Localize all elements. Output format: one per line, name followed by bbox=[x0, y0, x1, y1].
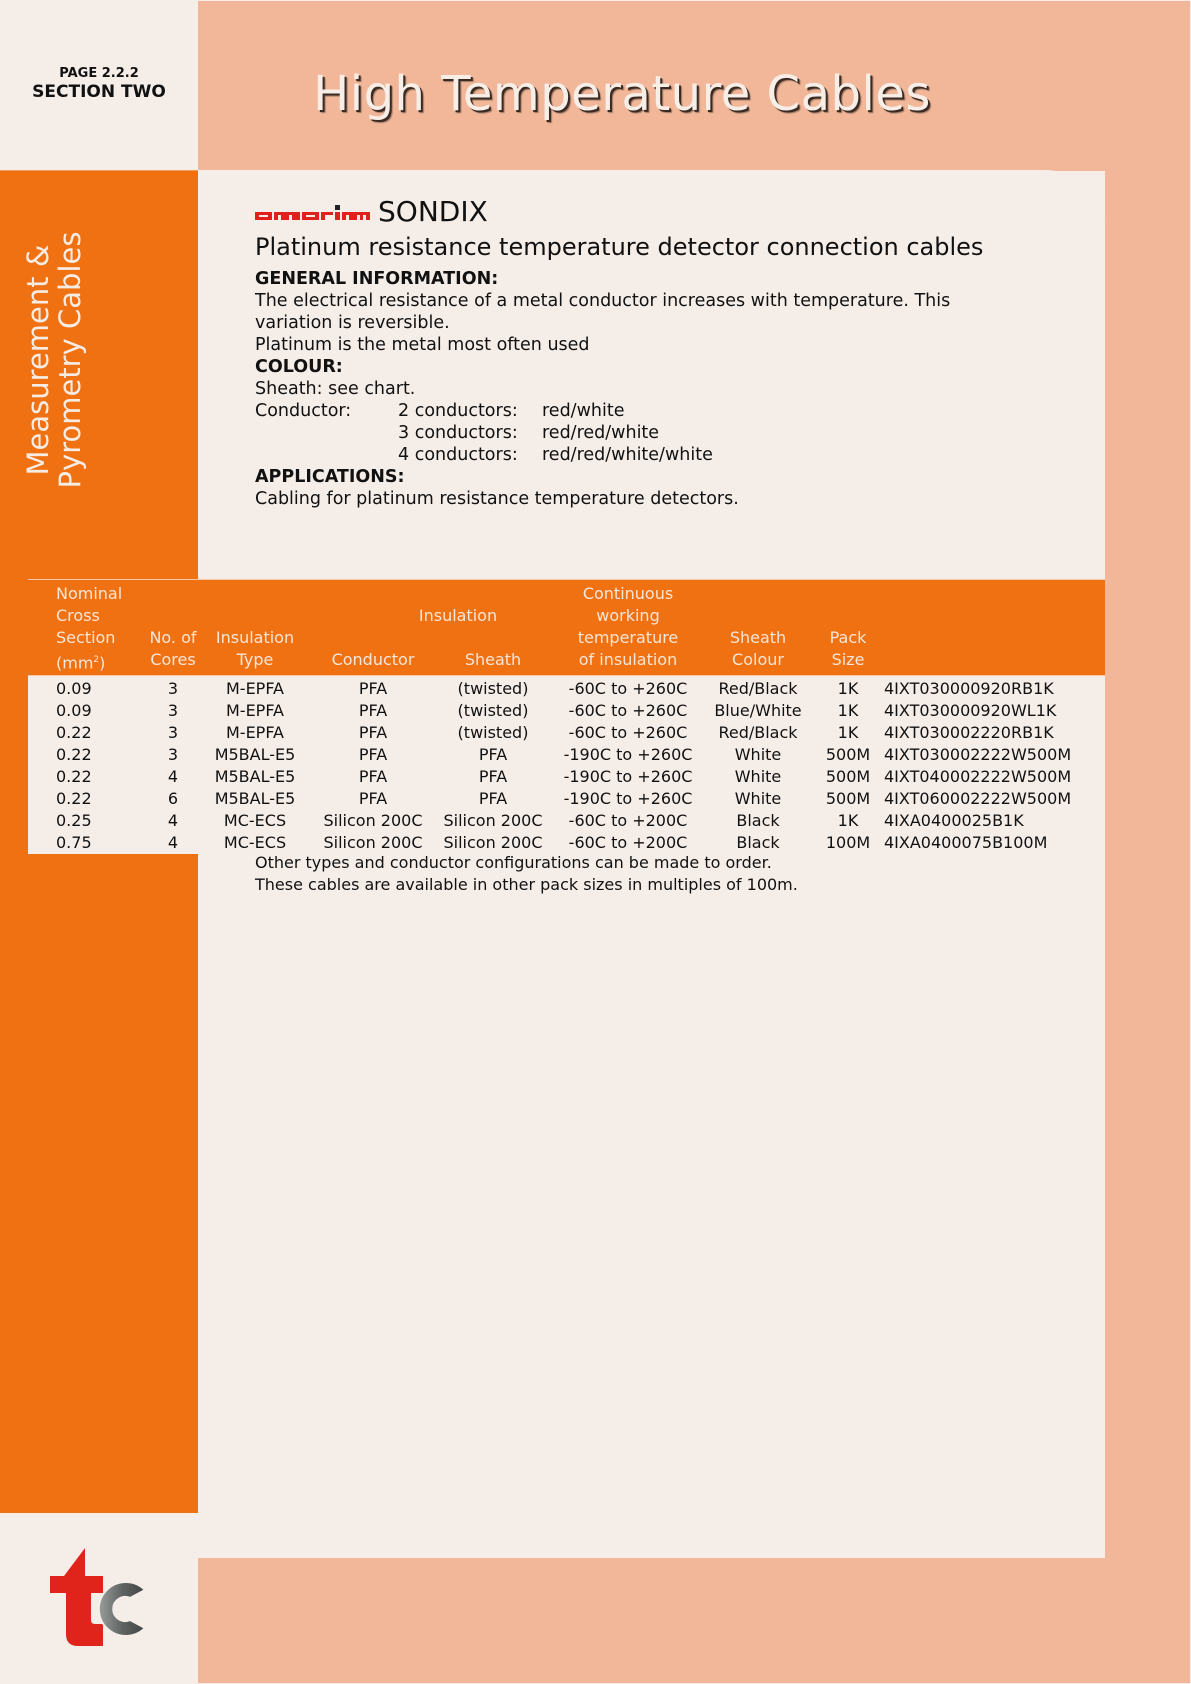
cell-temperature: -190C to +260C bbox=[563, 789, 693, 808]
cell-insulation-type: MC-ECS bbox=[223, 811, 287, 830]
cell-cross-section: 0.22 bbox=[56, 789, 92, 808]
cell-sheath-colour: Black bbox=[736, 811, 780, 830]
table-row bbox=[28, 744, 1105, 766]
cell-temperature: -60C to +200C bbox=[568, 811, 688, 830]
table-note: Other types and conductor configurations can be made to order. bbox=[255, 853, 772, 872]
header-conductor: Conductor bbox=[331, 650, 415, 669]
cell-cores: 6 bbox=[167, 789, 179, 808]
general-info-text: variation is reversible. bbox=[255, 313, 450, 333]
cell-sheath: (twisted) bbox=[457, 679, 529, 698]
cell-pack-size: 500M bbox=[825, 767, 871, 786]
cell-pack-size: 1K bbox=[837, 811, 859, 830]
cell-temperature: -190C to +260C bbox=[563, 767, 693, 786]
cell-insulation-type: MC-ECS bbox=[223, 833, 287, 852]
header-sheath-colour: Sheath Colour bbox=[729, 628, 787, 669]
cell-cross-section: 0.25 bbox=[56, 811, 92, 830]
applications-text: Cabling for platinum resistance temperature detectors. bbox=[255, 489, 739, 509]
sheath-colour-text: Sheath: see chart. bbox=[255, 379, 416, 399]
cell-conductor: PFA bbox=[358, 767, 388, 786]
page-title: High Temperature Cables bbox=[313, 66, 931, 122]
cable-spec-table bbox=[28, 579, 1105, 854]
cell-sheath: (twisted) bbox=[457, 723, 529, 742]
table-row bbox=[28, 788, 1105, 810]
header-cross-section: Nominal Cross Section $(mm^2)$ bbox=[56, 584, 123, 673]
cell-conductor: PFA bbox=[358, 723, 388, 742]
cell-cores: 3 bbox=[167, 745, 179, 764]
cell-insulation-type: M5BAL-E5 bbox=[214, 745, 296, 764]
applications-heading: APPLICATIONS: bbox=[255, 467, 405, 487]
cell-part-code: 4IXA0400025B1K bbox=[884, 811, 1024, 830]
cell-cross-section: 0.09 bbox=[56, 701, 92, 720]
conductor-colour-row bbox=[255, 422, 1015, 444]
cell-sheath: Silicon 200C bbox=[443, 811, 543, 830]
product-subtitle: Platinum resistance temperature detector connection cables bbox=[255, 233, 984, 261]
header-sheath: Sheath bbox=[464, 650, 522, 669]
table-row bbox=[28, 700, 1105, 722]
cell-pack-size: 100M bbox=[825, 833, 871, 852]
cell-cores: 4 bbox=[167, 767, 179, 786]
table-notes bbox=[255, 852, 798, 896]
product-info bbox=[255, 268, 1015, 510]
table-body bbox=[28, 676, 1105, 854]
cell-part-code: 4IXT030002220RB1K bbox=[884, 723, 1054, 742]
cell-conductor: PFA bbox=[358, 789, 388, 808]
cell-part-code: 4IXT030000920RB1K bbox=[884, 679, 1054, 698]
header-insulation-type: Insulation Type bbox=[215, 628, 295, 669]
table-row bbox=[28, 678, 1105, 700]
cell-cores: 3 bbox=[167, 723, 179, 742]
cell-conductor: PFA bbox=[358, 701, 388, 720]
cell-cross-section: 0.09 bbox=[56, 679, 92, 698]
cell-pack-size: 1K bbox=[837, 723, 859, 742]
cell-temperature: -60C to +260C bbox=[568, 701, 688, 720]
section-label: SECTION TWO bbox=[32, 82, 166, 102]
cell-conductor: PFA bbox=[358, 745, 388, 764]
table-row bbox=[28, 832, 1105, 854]
product-name: SONDIX bbox=[378, 195, 488, 228]
omerin-logo-icon bbox=[255, 200, 370, 224]
cell-pack-size: 1K bbox=[837, 701, 859, 720]
header-temperature: Continuous working temperature of insulation bbox=[577, 584, 679, 669]
cell-cores: 3 bbox=[167, 679, 179, 698]
conductor-colour-row bbox=[255, 444, 1015, 466]
conductor-colours: red/white bbox=[542, 401, 625, 421]
conductor-colour-row bbox=[255, 400, 1015, 422]
colour-heading: COLOUR: bbox=[255, 357, 343, 377]
conductor-label: Conductor: bbox=[255, 401, 352, 421]
general-info-text: Platinum is the metal most often used bbox=[255, 335, 590, 355]
cell-sheath-colour: White bbox=[734, 767, 782, 786]
right-margin-band bbox=[1105, 1, 1190, 1683]
cell-insulation-type: M5BAL-E5 bbox=[214, 767, 296, 786]
cell-cores: 4 bbox=[167, 833, 179, 852]
cell-cross-section: 0.22 bbox=[56, 745, 92, 764]
cell-cores: 4 bbox=[167, 811, 179, 830]
cell-insulation-type: M5BAL-E5 bbox=[214, 789, 296, 808]
cell-sheath-colour: Red/Black bbox=[718, 679, 798, 698]
cell-pack-size: 500M bbox=[825, 745, 871, 764]
cell-cross-section: 0.75 bbox=[56, 833, 92, 852]
cell-sheath-colour: Red/Black bbox=[718, 723, 798, 742]
cell-temperature: -60C to +260C bbox=[568, 723, 688, 742]
header-insulation-group: Insulation bbox=[418, 606, 498, 625]
conductor-colours: red/red/white/white bbox=[542, 445, 713, 465]
cell-insulation-type: M-EPFA bbox=[225, 701, 284, 720]
cell-temperature: -60C to +200C bbox=[568, 833, 688, 852]
cell-sheath-colour: Blue/White bbox=[714, 701, 802, 720]
table-row bbox=[28, 810, 1105, 832]
cell-conductor: Silicon 200C bbox=[323, 811, 423, 830]
cell-sheath-colour: Black bbox=[736, 833, 780, 852]
cell-sheath: PFA bbox=[478, 789, 508, 808]
cell-temperature: -60C to +260C bbox=[568, 679, 688, 698]
cell-cross-section: 0.22 bbox=[56, 767, 92, 786]
conductor-colours: red/red/white bbox=[542, 423, 660, 443]
side-band-edge bbox=[0, 170, 198, 171]
header-pack-size: Pack Size bbox=[829, 628, 867, 669]
cell-sheath: PFA bbox=[478, 767, 508, 786]
cell-part-code: 4IXT040002222W500M bbox=[884, 767, 1072, 786]
cell-part-code: 4IXA0400075B100M bbox=[884, 833, 1048, 852]
table-header bbox=[28, 579, 1105, 676]
cell-sheath-colour: White bbox=[734, 789, 782, 808]
cell-sheath-colour: White bbox=[734, 745, 782, 764]
cell-conductor: Silicon 200C bbox=[323, 833, 423, 852]
cell-conductor: PFA bbox=[358, 679, 388, 698]
cell-insulation-type: M-EPFA bbox=[225, 723, 284, 742]
conductor-count: 2 conductors: bbox=[398, 401, 518, 421]
cell-pack-size: 1K bbox=[837, 679, 859, 698]
cell-temperature: -190C to +260C bbox=[563, 745, 693, 764]
general-info-text: The electrical resistance of a metal conductor increases with temperature. This bbox=[255, 291, 951, 311]
page-label bbox=[0, 66, 198, 102]
cell-insulation-type: M-EPFA bbox=[225, 679, 284, 698]
table-row bbox=[28, 766, 1105, 788]
cell-sheath: Silicon 200C bbox=[443, 833, 543, 852]
cell-pack-size: 500M bbox=[825, 789, 871, 808]
page-number: PAGE 2.2.2 bbox=[59, 66, 139, 81]
side-title-line-1: Measurement & bbox=[21, 244, 55, 476]
footer-band bbox=[198, 1558, 1190, 1683]
general-info-heading: GENERAL INFORMATION: bbox=[255, 269, 499, 289]
conductor-count: 3 conductors: bbox=[398, 423, 518, 443]
conductor-count: 4 conductors: bbox=[398, 445, 518, 465]
side-title bbox=[22, 225, 92, 495]
cell-part-code: 4IXT060002222W500M bbox=[884, 789, 1072, 808]
table-row bbox=[28, 722, 1105, 744]
cell-sheath: (twisted) bbox=[457, 701, 529, 720]
tc-logo-icon bbox=[48, 1548, 168, 1650]
cell-sheath: PFA bbox=[478, 745, 508, 764]
cell-part-code: 4IXT030002222W500M bbox=[884, 745, 1072, 764]
side-title-line-2: Pyrometry Cables bbox=[53, 231, 87, 489]
cell-part-code: 4IXT030000920WL1K bbox=[884, 701, 1057, 720]
cell-cross-section: 0.22 bbox=[56, 723, 92, 742]
table-note: These cables are available in other pack sizes in multiples of 100m. bbox=[255, 875, 798, 894]
header-cores: No. of Cores bbox=[149, 628, 197, 669]
product-brand bbox=[255, 196, 488, 228]
cell-cores: 3 bbox=[167, 701, 179, 720]
